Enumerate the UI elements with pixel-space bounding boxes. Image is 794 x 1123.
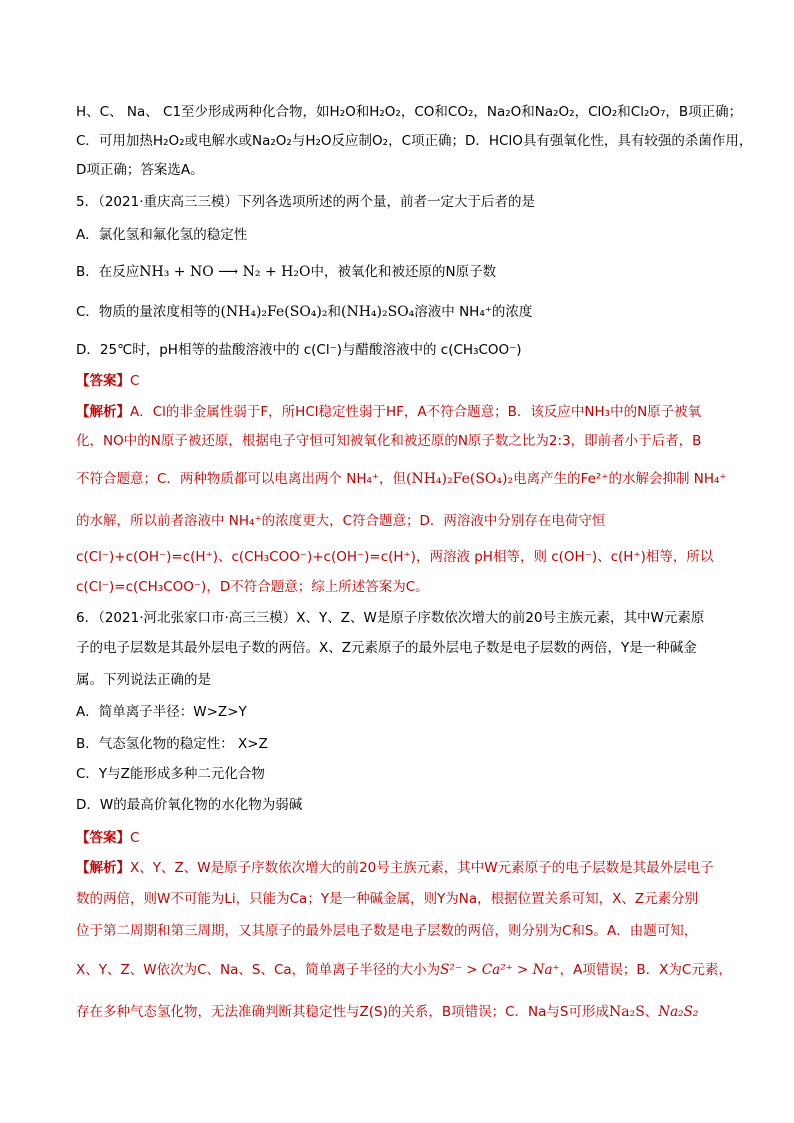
q5-option-c: C．物质的量浓度相等的(NH₄)₂Fe(SO₄)₂和(NH₄)₂SO₄溶液中 NH₄⁺的浓度 bbox=[76, 304, 533, 320]
q5-analysis-line-4: 的水解，所以前者溶液中 NH₄⁺的浓度更大，C符合题意；D．两溶液中分别存在电荷守恒 bbox=[76, 513, 606, 529]
question-5-stem: 5．（2021·重庆高三三模）下列各选项所述的两个量，前者一定大于后者的是 bbox=[76, 194, 535, 210]
q6-analysis-line-2: 数的两倍，则W不可能为Li，只能为Ca；Y是一种碱金属，则Y为Na，根据位置关系可知，X、Z元素分别 bbox=[76, 891, 699, 907]
q6-option-b: B．气态氢化物的稳定性： X>Z bbox=[76, 736, 268, 752]
question-6-stem-2: 子的电子层数是其最外层电子数的两倍。X、Z元素原子的最外层电子数是电子层数的两倍，Y是一种碱金 bbox=[76, 640, 697, 656]
q6-analysis-line-1: 【解析】X、Y、Z、W是原子序数依次增大的前20号主族元素，其中W元素原子的电子层数是其最外层电子 bbox=[76, 860, 714, 876]
q6-analysis-line-3: 位于第二周期和第三周期，又其原子的最外层电子数是电子层数的两倍，则分别为C和S。A．由题可知， bbox=[76, 923, 698, 939]
q5-option-d: D．25℃时，pH相等的盐酸溶液中的 c(Cl⁻)与醋酸溶液中的 c(CH₃COO⁻) bbox=[76, 342, 522, 358]
q6-option-d: D．W的最高价氧化物的水化物为弱碱 bbox=[76, 797, 303, 813]
analysis-label: 【解析】 bbox=[76, 404, 130, 420]
q6-option-c: C．Y与Z能形成多种二元化合物 bbox=[76, 766, 265, 782]
q6-analysis-line-5: 存在多种气态氢化物，无法准确判断其稳定性与Z(S)的关系，B项错误；C．Na与S可形成Na₂S、Na₂S₂ bbox=[76, 1004, 699, 1020]
answer-label: 【答案】 bbox=[76, 830, 130, 846]
q5-analysis-line-3: 不符合题意；C．两种物质都可以电离出两个 NH₄⁺，但(NH₄)₂Fe(SO₄)₂电离产生的Fe²⁺的水解会抑制 NH₄⁺ bbox=[76, 471, 727, 487]
formula-ammonium-iron-sulfate: (NH₄)₂Fe(SO₄)₂ bbox=[220, 304, 328, 320]
q5-analysis-line-5: c(Cl⁻)+c(OH⁻)=c(H⁺)、c(CH₃COO⁻)+c(OH⁻)=c(H⁺)，两溶液 pH相等，则 c(OH⁻)、c(H⁺)相等，所以 bbox=[76, 549, 714, 565]
q5-analysis-line-6: c(Cl⁻)=c(CH₃COO⁻)，D不符合题意；综上所述答案为C。 bbox=[76, 579, 429, 595]
continuation-line-3: D项正确；答案选A。 bbox=[76, 162, 204, 178]
ion-radius-expression: S²⁻ > Ca²⁺ > Na⁺ bbox=[440, 962, 560, 978]
formula-ammonium-sulfate: (NH₄)₂SO₄ bbox=[341, 304, 415, 320]
reaction-equation: NH₃ + NO ⟶ N₂ + H₂O bbox=[139, 264, 311, 280]
q6-analysis-line-4: X、Y、Z、W依次为C、Na、S、Ca，简单离子半径的大小为S²⁻ > Ca²⁺ > Na⁺，A项错误；B．X为C元素， bbox=[76, 962, 732, 978]
question-6-stem-3: 属。下列说法正确的是 bbox=[76, 672, 211, 688]
answer-value: C bbox=[130, 830, 140, 846]
q6-option-a: A．简单离子半径：W>Z>Y bbox=[76, 704, 247, 720]
q5-option-b: B．在反应NH₃ + NO ⟶ N₂ + H₂O中，被氧化和被还原的N原子数 bbox=[76, 264, 497, 280]
answer-label: 【答案】 bbox=[76, 373, 130, 389]
analysis-label: 【解析】 bbox=[76, 860, 130, 876]
continuation-line-2: C．可用加热H₂O₂或电解水或Na₂O₂与H₂O反应制O₂，C项正确；D．HClO具有强氧化性，具有较强的杀菌作用， bbox=[76, 133, 753, 149]
question-6-stem-1: 6．（2021·河北张家口市·高三三模）X、Y、Z、W是原子序数依次增大的前20号主族元素，其中W元素原 bbox=[76, 610, 705, 626]
continuation-line-1: H、C、 Na、 C1至少形成两种化合物，如H₂O和H₂O₂，CO和CO₂，Na₂O和Na₂O₂，ClO₂和Cl₂O₇，B项正确； bbox=[76, 104, 743, 120]
q5-answer bbox=[76, 371, 718, 391]
q6-answer bbox=[76, 828, 718, 848]
q5-analysis-line-1: 【解析】A．Cl的非金属性弱于F，所HCl稳定性弱于HF，A不符合题意；B．该反应中NH₃中的N原子被氧 bbox=[76, 404, 702, 420]
q5-option-a: A．氯化氢和氟化氢的稳定性 bbox=[76, 227, 248, 243]
q5-analysis-line-2: 化，NO中的N原子被还原，根据电子守恒可知被氧化和被还原的N原子数之比为2:3，即前者小于后者，B bbox=[76, 433, 702, 449]
answer-value: C bbox=[130, 373, 140, 389]
